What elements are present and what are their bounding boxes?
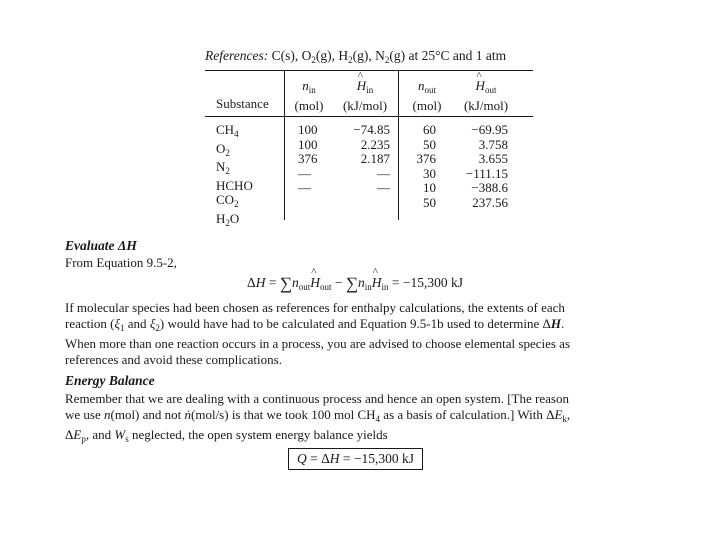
table-cell: 30	[423, 165, 436, 181]
table-divider-1	[284, 70, 285, 220]
table-cell: 50	[423, 194, 436, 210]
col-symbol-h-out: ^ $H_{out}$	[456, 78, 516, 98]
table-header-rule	[205, 116, 533, 117]
table-cell: −111.15	[465, 165, 508, 181]
table-cell: −69.95	[471, 122, 508, 137]
col-symbol-n-in: $n_{in}$	[302, 78, 316, 95]
col-header-n-out	[403, 78, 451, 113]
table-cell: 376	[416, 151, 436, 166]
substance-list: $CH_4$ $O_2$ $N_2$ HCHO $CO_2$ $H_2O$	[216, 122, 253, 228]
h-in-column	[338, 123, 390, 210]
table-cell: 3.655	[478, 151, 508, 166]
col-symbol-n-out: $n_{out}$	[417, 78, 436, 95]
reference-choice-paragraph: If molecular species had been chosen as references for enthalpy calculations, the extents of each reaction ($\xi_1$ and $\xi_2$) would have had to be calculated and Equation 9.5-1b used to determine ΔH. When more than one reaction occurs in a process, you are advised to choose elemental species as references and avoid these complications.	[65, 300, 571, 367]
evaluate-intro: From Equation 9.5-2,	[65, 255, 177, 270]
table-divider-2	[398, 70, 399, 220]
table-cell	[298, 196, 318, 211]
energy-balance-paragraph: Remember that we are dealing with a continuous process and hence an open system. [The reason we use n(mol) and not ṅ(mol/s) is that we took 100 mol $CH_4$ as a basis of calculation.] With $\Delta E_k$, $\Delta E_p$, and $W_s$ neglected, the open system energy balance yields	[65, 391, 571, 444]
col-symbol-h-in: ^ $H_{in}$	[335, 78, 395, 98]
table-cell: 10	[423, 180, 436, 195]
table-cell: —	[298, 180, 311, 195]
table-top-rule	[205, 70, 533, 71]
table-cell: 100	[298, 136, 318, 152]
table-cell: 376	[298, 151, 318, 166]
col-unit-h-in: (kJ/mol)	[342, 98, 388, 113]
table-cell: 3.758	[478, 136, 508, 152]
table-cell: —	[298, 165, 311, 181]
references-prefix: References:	[205, 48, 269, 63]
table-cell: −74.85	[353, 122, 390, 137]
energy-balance-heading: Energy Balance	[65, 373, 155, 388]
col-unit-n-out: (mol)	[412, 98, 442, 113]
n-in-column	[298, 123, 318, 210]
substance-header: Substance	[216, 96, 269, 111]
table-cell: —	[377, 165, 390, 181]
references-text: C(s), $O_2(g)$, $H_2(g)$, $N_2(g)$ at 25°C and 1 atm	[271, 48, 507, 65]
table-cell: 237.56	[472, 194, 508, 210]
col-header-h-out	[456, 78, 516, 113]
evaluate-heading: Evaluate ΔH	[65, 238, 137, 253]
col-unit-h-out: (kJ/mol)	[463, 98, 509, 113]
energy-balance-result-box: Q = ΔH = −15,300 kJ	[288, 448, 423, 470]
enthalpy-equation: $\Delta H = \sum n_{out}\^{}$ $H_{out}$ − $\sum n_{in}\^{}$ $H_{in} = -15,300$ kJ	[247, 274, 463, 294]
table-cell: −388.6	[471, 180, 508, 195]
table-cell	[338, 196, 390, 211]
table-cell: 60	[423, 122, 436, 137]
table-cell: 50	[423, 136, 436, 152]
n-out-column	[410, 123, 436, 210]
table-cell: 100	[298, 122, 318, 137]
table-cell: 2.235	[360, 136, 390, 152]
col-header-n-in	[288, 78, 330, 113]
table-cell: 2.187	[360, 151, 390, 166]
col-unit-n-in: (mol)	[294, 98, 324, 113]
h-out-column	[452, 123, 508, 210]
col-header-h-in	[335, 78, 395, 113]
table-cell: —	[377, 180, 390, 195]
references-line	[205, 48, 506, 65]
